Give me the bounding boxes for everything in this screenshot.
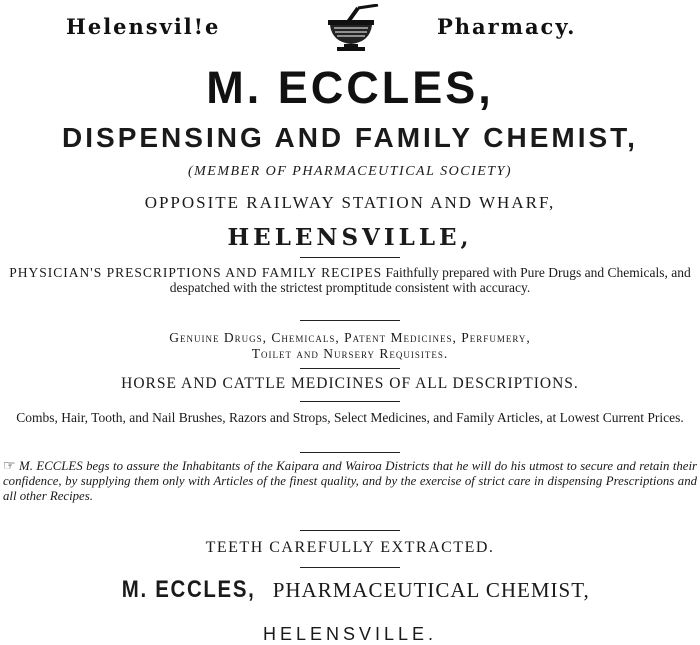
divider — [300, 452, 400, 453]
notice-paragraph — [3, 459, 697, 504]
prescriptions-paragraph — [2, 265, 698, 295]
proprietor-name: M. ECCLES, — [206, 62, 494, 113]
genuine-line-2: Toilet and Nursery Requisites. — [251, 346, 449, 361]
header-left-word: Helensvil!e — [66, 14, 221, 39]
genuine-line-1: Genuine Drugs, Chemicals, Patent Medicines, Perfumery, — [169, 330, 531, 345]
combs-paragraph: Combs, Hair, Tooth, and Nail Brushes, Razors and Strops, Select Medicines, and Family Articles, at Lowest Current Prices. — [16, 410, 684, 425]
pointing-hand-icon: ☞ — [3, 459, 16, 474]
signature-line — [0, 576, 700, 604]
header-right-word: Pharmacy. — [437, 14, 577, 39]
signature-name: M. ECCLES, — [122, 576, 256, 603]
divider — [300, 567, 400, 568]
prescriptions-body: Faithfully prepared with Pure Drugs and Chemicals, and despatched with the strictest promptitude consistent with accuracy. — [169, 265, 691, 295]
notice-text: M. ECCLES begs to assure the Inhabitants of the Kaipara and Wairoa Districts that he will do his utmost to secure and retain their confidence, by supplying them only with Articles of the finest quality, and by the exercise of strict care in dispensing Prescriptions and all other Recipes. — [3, 459, 697, 503]
divider — [300, 401, 400, 402]
signature-town: HELENSVILLE. — [262, 624, 438, 644]
horse-medicines-line: HORSE AND CATTLE MEDICINES OF ALL DESCRIPTIONS. — [121, 375, 579, 392]
signature-title: PHARMACEUTICAL CHEMIST, — [272, 578, 590, 602]
divider — [300, 530, 400, 531]
mortar-and-pestle-icon — [318, 4, 384, 54]
membership-note: (MEMBER OF PHARMACEUTICAL SOCIETY) — [187, 164, 513, 179]
proprietor-title: DISPENSING AND FAMILY CHEMIST, — [62, 122, 638, 153]
teeth-line: TEETH CAREFULLY EXTRACTED. — [205, 539, 495, 556]
location-line: OPPOSITE RAILWAY STATION AND WHARF, — [144, 193, 556, 212]
town-heading: HELENSVILLE, — [227, 224, 473, 251]
divider — [300, 368, 400, 369]
divider — [300, 320, 400, 321]
prescriptions-heading: PHYSICIAN'S PRESCRIPTIONS AND FAMILY RECIPES — [9, 265, 383, 280]
divider — [300, 257, 400, 258]
